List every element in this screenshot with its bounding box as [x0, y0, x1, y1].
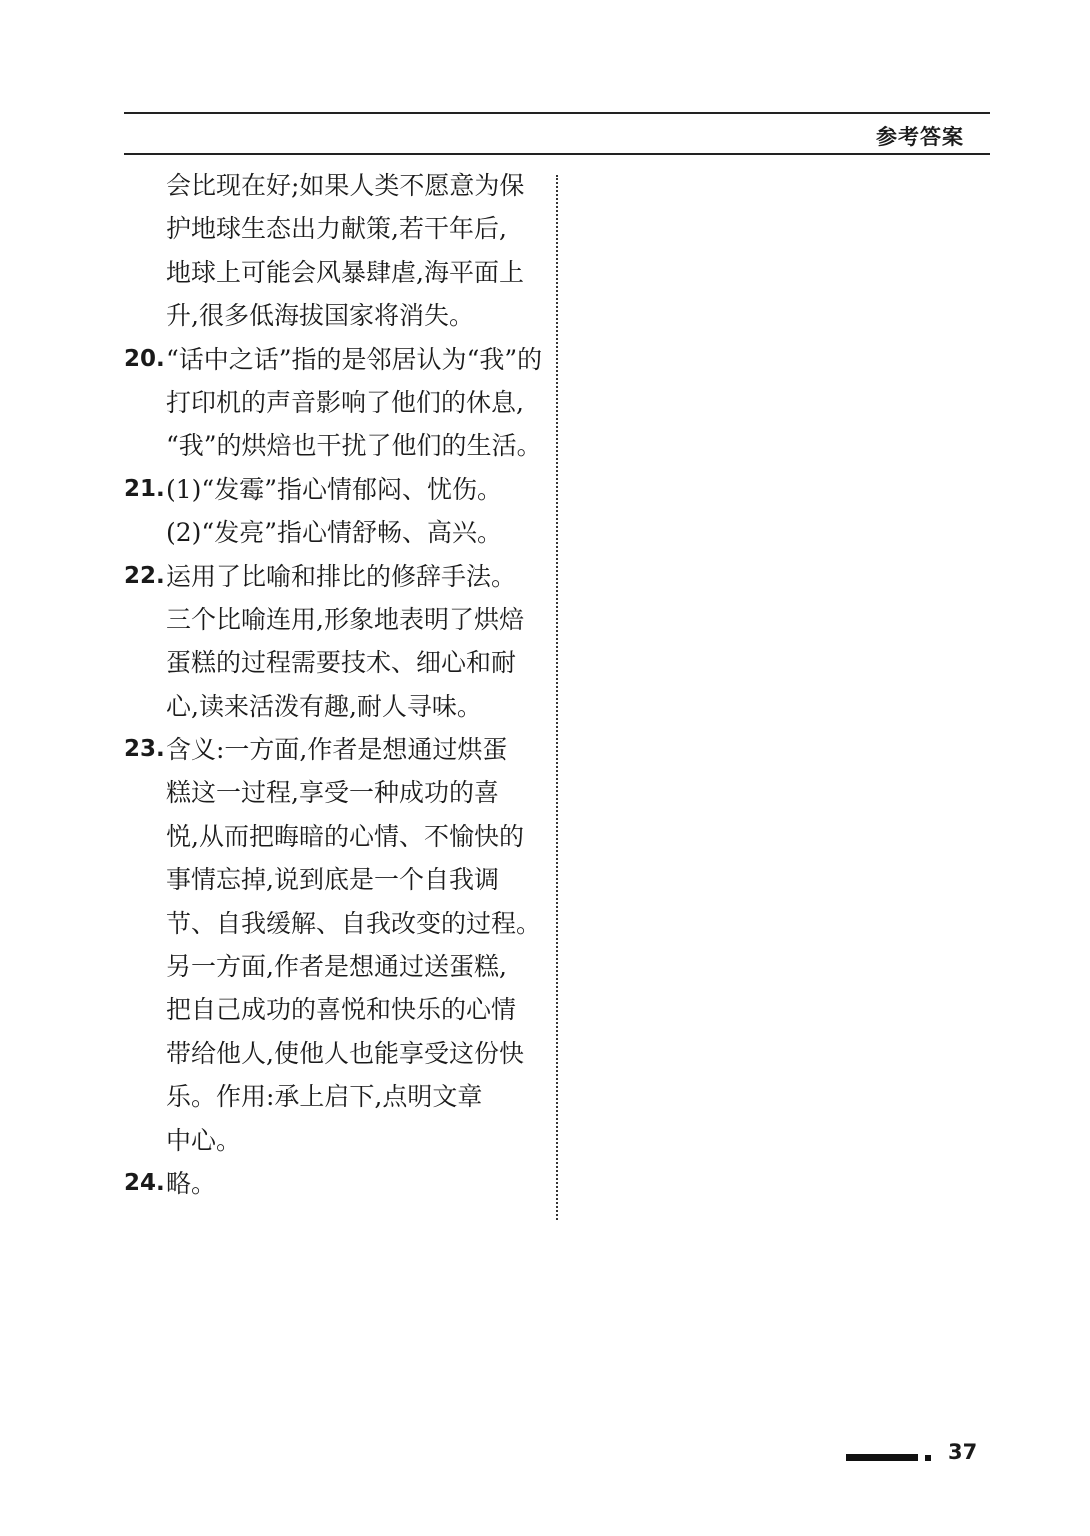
answer-text: (2)“发亮”指心情舒畅、高兴。 [166, 518, 502, 548]
answer-text: (1)“发霉”指心情郁闷、忧伤。 [166, 474, 502, 504]
answer-text: 会比现在好;如果人类不愿意为保 [166, 171, 525, 200]
answer-text: 蛋糕的过程需要技术、细心和耐 [166, 648, 517, 678]
answer-text: “我”的烘焙也干扰了他们的生活。 [166, 431, 542, 461]
answer-text: 糕这一过程,享受一种成功的喜 [166, 778, 499, 808]
column-separator [556, 175, 558, 1220]
answer-line [124, 1075, 538, 1118]
answer-text: 含义:一方面,作者是想通过烘蛋 [166, 735, 508, 765]
answer-line [124, 728, 538, 771]
answer-line [124, 338, 543, 381]
answer-line [124, 164, 538, 207]
answer-text: 地球上可能会风暴肆虐,海平面上 [166, 257, 524, 287]
answer-line [124, 598, 538, 641]
question-number: 20. [124, 345, 165, 372]
question-number: 22. [124, 562, 165, 589]
answer-line [124, 858, 538, 901]
answer-column [124, 164, 543, 1205]
header-bottom-rule [124, 153, 990, 155]
answer-text: 升,很多低海拔国家将消失。 [166, 301, 474, 331]
answer-line [124, 511, 538, 554]
answer-line [124, 815, 538, 858]
answer-text: 带给他人,使他人也能享受这份快 [166, 1038, 524, 1068]
answer-line [124, 1162, 538, 1205]
answer-text: “话中之话”指的是邻居认为“我”的 [166, 344, 543, 374]
answer-line [124, 381, 538, 424]
answer-text: 另一方面,作者是想通过送蛋糕, [166, 952, 507, 982]
answer-text: 把自己成功的喜悦和快乐的心情 [166, 995, 517, 1025]
answer-line [124, 1119, 538, 1162]
answer-line [124, 945, 538, 988]
answer-text: 节、自我缓解、自我改变的过程。 [166, 908, 542, 938]
question-number: 23. [124, 736, 165, 763]
answer-text: 乐。作用:承上启下,点明文章 [166, 1082, 483, 1112]
answer-line [124, 294, 538, 337]
answer-line [124, 424, 542, 467]
answer-line [124, 468, 538, 511]
answer-text: 心,读来活泼有趣,耐人寻味。 [166, 691, 482, 721]
answer-text: 运用了比喻和排比的修辞手法。 [166, 561, 517, 591]
answer-line [124, 207, 538, 250]
question-number: 21. [124, 475, 165, 502]
answer-line [124, 988, 538, 1031]
answer-text: 事情忘掉,说到底是一个自我调 [166, 865, 499, 895]
header-top-rule [124, 112, 990, 114]
answer-line [124, 555, 538, 598]
page-number-bar [846, 1454, 918, 1461]
answer-text: 悦,从而把晦暗的心情、不愉快的 [166, 821, 524, 851]
page-number: 37 [948, 1440, 978, 1464]
answer-line [124, 685, 538, 728]
answer-text: 打印机的声音影响了他们的休息, [166, 387, 524, 417]
answer-line [124, 641, 538, 684]
page-number-dot [925, 1455, 931, 1461]
answer-text: 略。 [166, 1168, 217, 1198]
answer-text: 三个比喻连用,形象地表明了烘焙 [166, 604, 524, 634]
answer-line [124, 771, 538, 814]
answer-line [124, 251, 538, 294]
section-header-label: 参考答案 [876, 125, 964, 149]
answer-line [124, 902, 542, 945]
answer-text: 中心。 [166, 1125, 242, 1155]
question-number: 24. [124, 1169, 165, 1196]
answer-line [124, 1032, 538, 1075]
answer-text: 护地球生态出力献策,若干年后, [166, 214, 507, 244]
